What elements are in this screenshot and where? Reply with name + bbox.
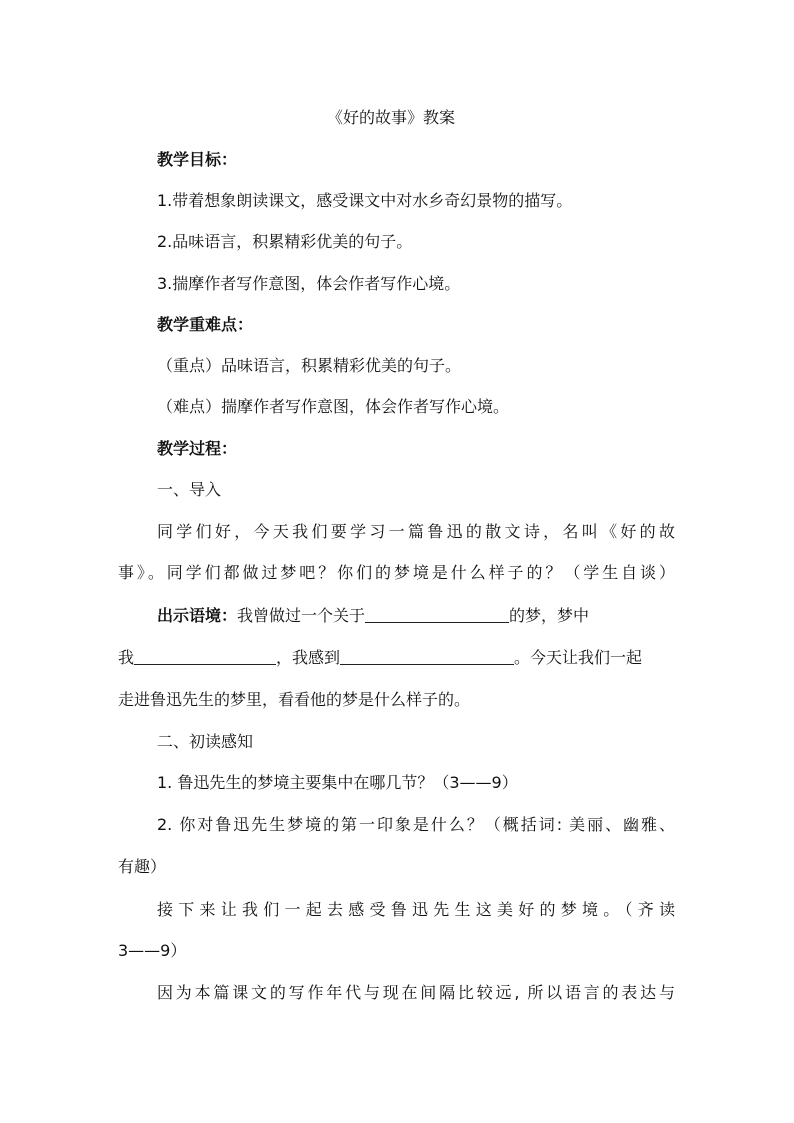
fill-blank-dream[interactable] <box>134 648 276 665</box>
page-title: 《好的故事》教案 <box>327 108 456 127</box>
section-heading-first-reading: 二、初读感知 <box>157 732 254 751</box>
process-heading: 教学过程： <box>157 439 238 458</box>
prompt-line-3: 走进鲁迅先生的梦里，看看他的梦是什么样子的。 <box>118 690 471 709</box>
prompt-label: 出示语境： <box>157 606 238 625</box>
language-paragraph-line-1: 因为本篇课文的写作年代与现在间隔比较远, 所以语言的表达与 <box>157 983 675 1002</box>
reading-paragraph-line-2: 3——9） <box>118 941 187 960</box>
key-point-item-2: （难点）揣摩作者写作意图，体会作者写作心境。 <box>157 397 510 416</box>
question-2-line-2: 有趣） <box>118 857 167 876</box>
objectives-heading: 教学目标： <box>157 150 238 169</box>
reading-paragraph-line-1: 接下来让我们一起去感受鲁迅先生这美好的梦境。（齐读 <box>157 900 675 919</box>
prompt-line-2 <box>118 648 642 668</box>
prompt-text-1: 我曾做过一个关于 <box>237 606 366 625</box>
objective-item-1: 1.带着想象朗读课文，感受课文中对水乡奇幻景物的描写。 <box>157 191 573 210</box>
prompt-text-3: 我 <box>118 648 135 667</box>
key-point-item-1: （重点）品味语言，积累精彩优美的句子。 <box>157 356 462 375</box>
fill-blank-topic[interactable] <box>365 606 509 623</box>
section-heading-intro: 一、导入 <box>157 480 222 499</box>
question-2-line-1: 2. 你对鲁迅先生梦境的第一印象是什么？（概括词: 美丽、幽雅、 <box>157 815 675 834</box>
objective-item-3: 3.揣摩作者写作意图，体会作者写作心境。 <box>157 274 461 293</box>
intro-paragraph-line-2: 事》。同学们都做过梦吧？你们的梦境是什么样子的？（学生自谈） <box>118 563 675 582</box>
key-points-heading: 教学重难点： <box>157 315 254 334</box>
fill-blank-feeling[interactable] <box>340 648 514 665</box>
prompt-text-4: ，我感到 <box>276 648 341 667</box>
objective-item-2: 2.品味语言，积累精彩优美的句子。 <box>157 232 413 251</box>
prompt-text-5: 。今天让我们一起 <box>514 648 643 667</box>
intro-paragraph-line-1: 同学们好，今天我们要学习一篇鲁迅的散文诗，名叫《好的故 <box>157 522 675 541</box>
prompt-text-2: 的梦，梦中 <box>509 606 590 625</box>
prompt-line-1 <box>157 606 589 626</box>
question-1: 1. 鲁迅先生的梦境主要集中在哪几节？（3——9） <box>157 773 518 792</box>
